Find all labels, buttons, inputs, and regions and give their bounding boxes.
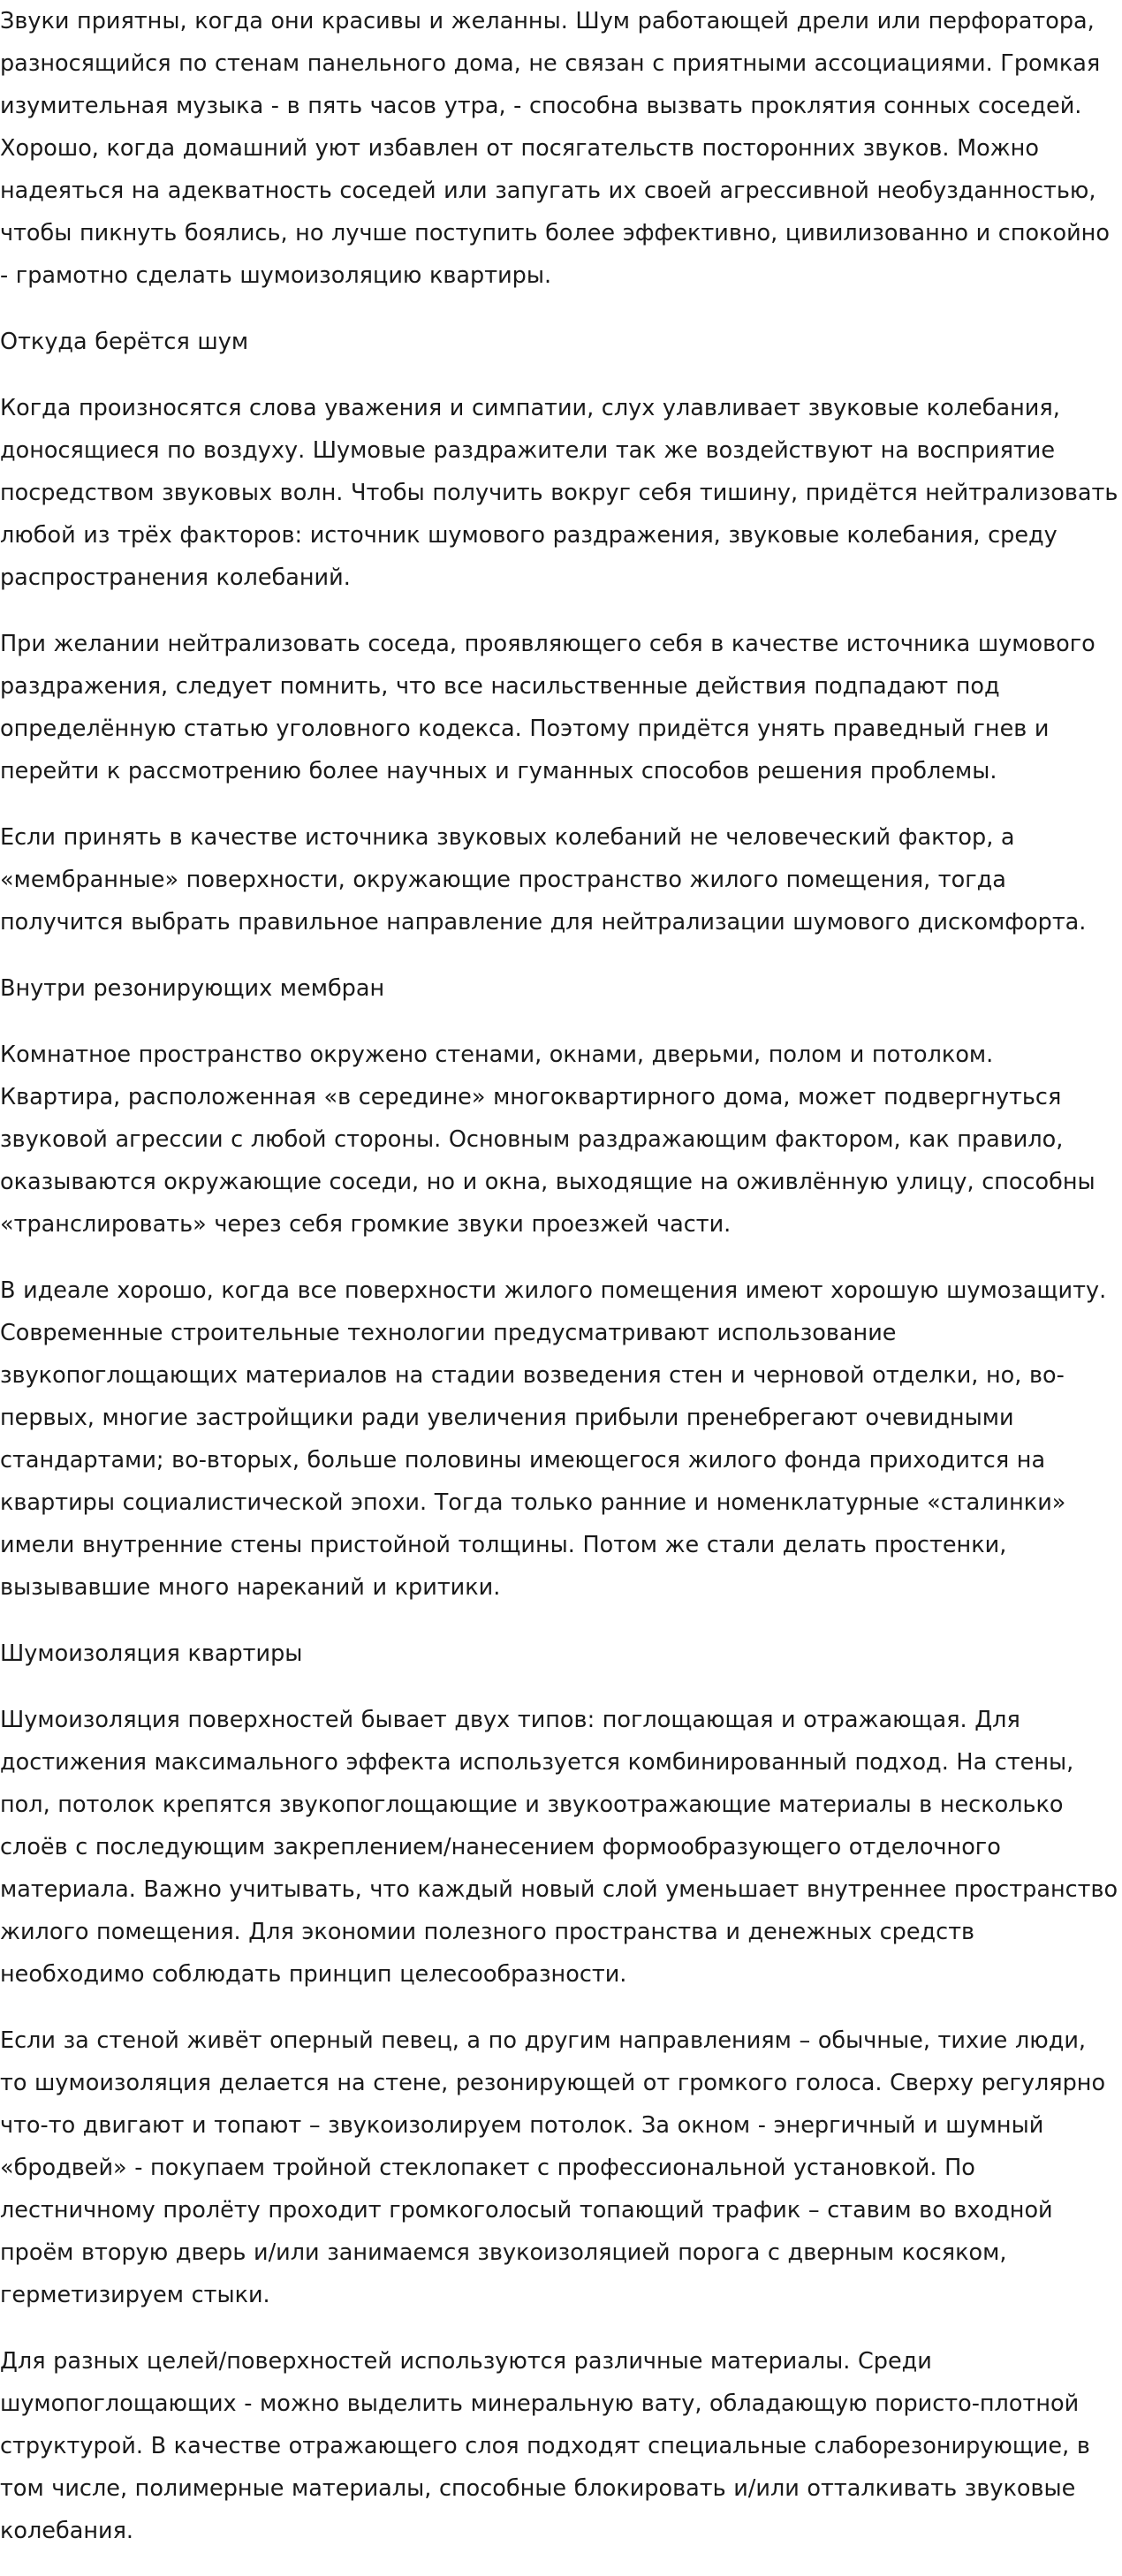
paragraph-neighbor: При желании нейтрализовать соседа, проявляющего себя в качестве источника шумового раздражения, следует помнить, что все насильственные действия подпадают под определённую статью уголовного кодекса. Поэтому придётся унять праведный гнев и перейти к рассмотрению более научных и гуманных способов решения проблемы. bbox=[0, 631, 1095, 784]
section-heading-resonating-membranes: Внутри резонирующих мембран bbox=[0, 975, 385, 1002]
paragraph-intro: Звуки приятны, когда они красивы и желанны. Шум работающей дрели или перфоратора, разносящийся по стенам панельного дома, не связан с приятными ассоциациями. Громкая изумительная музыка - в пять часов утра, - способна вызвать проклятия сонных соседей. Хорошо, когда домашний уют избавлен от посягательств посторонних звуков. Можно надеяться на адекватность соседей или запугать их своей агрессивной необузданностью, чтобы пикнуть боялись, но лучше поступить более эффективно, цивилизованно и спокойно - грамотно сделать шумоизоляцию квартиры. bbox=[0, 8, 1110, 289]
paragraph-ideal-protection: В идеале хорошо, когда все поверхности жилого помещения имеют хорошую шумозащиту. Современные строительные технологии предусматривают использование звукопоглощающих материалов на стадии возведения стен и черновой отделки, но, во-первых, многие застройщики ради увеличения прибыли пренебрегают очевидными стандартами; во-вторых, больше половины имеющегося жилого фонда приходится на квартиры социалистической эпохи. Тогда только ранние и номенклатурные «сталинки» имели внутренние стены пристойной толщины. Потом же стали делать простенки, вызывавшие много нареканий и критики. bbox=[0, 1277, 1107, 1601]
section-heading-noise-source: Откуда берётся шум bbox=[0, 329, 249, 355]
paragraph-materials: Для разных целей/поверхностей используются различные материалы. Среди шумопоглощающих - можно выделить минеральную вату, обладающую пористо-плотной структурой. В качестве отражающего слоя подходят специальные слаборезонирующие, в том числе, полимерные материалы, способные блокировать и/или отталкивать звуковые колебания. bbox=[0, 2348, 1090, 2544]
section-heading-apartment-soundproofing: Шумоизоляция квартиры bbox=[0, 1640, 303, 1667]
paragraph-targeted-soundproofing: Если за стеной живёт оперный певец, а по другим направлениям – обычные, тихие люди, то шумоизоляция делается на стене, резонирующей от громкого голоса. Сверху регулярно что-то двигают и топают – звукоизолируем потолок. За окном - энергичный и шумный «бродвей» - покупаем тройной стеклопакет с профессиональной установкой. По лестничному пролёту проходит громкоголосый топающий трафик – ставим во входной проём вторую дверь и/или занимаемся звукоизоляцией порога с дверным косяком, герметизируем стыки. bbox=[0, 2027, 1106, 2308]
paragraph-sound-vibrations: Когда произносятся слова уважения и симпатии, слух улавливает звуковые колебания, доносящиеся по воздуху. Шумовые раздражители так же воздействуют на восприятие посредством звуковых волн. Чтобы получить вокруг себя тишину, придётся нейтрализовать любой из трёх факторов: источник шумового раздражения, звуковые колебания, среду распространения колебаний. bbox=[0, 395, 1118, 591]
paragraph-soundproofing-types: Шумоизоляция поверхностей бывает двух типов: поглощающая и отражающая. Для достижения максимального эффекта используется комбинированный подход. На стены, пол, потолок крепятся звукопоглощающие и звукоотражающие материалы в несколько слоёв с последующим закреплением/нанесением формообразующего отделочного материала. Важно учитывать, что каждый новый слой уменьшает внутреннее пространство жилого помещения. Для экономии полезного пространства и денежных средств необходимо соблюдать принцип целесообразности. bbox=[0, 1707, 1118, 1988]
paragraph-room-space: Комнатное пространство окружено стенами, окнами, дверьми, полом и потолком. Квартира, расположенная «в середине» многоквартирного дома, может подвергнуться звуковой агрессии с любой стороны. Основным раздражающим фактором, как правило, оказываются окружающие соседи, но и окна, выходящие на оживлённую улицу, способны «транслировать» через себя громкие звуки проезжей части. bbox=[0, 1042, 1095, 1238]
paragraph-membrane-surfaces: Если принять в качестве источника звуковых колебаний не человеческий фактор, а «мембранные» поверхности, окружающие пространство жилого помещения, тогда получится выбрать правильное направление для нейтрализации шумового дискомфорта. bbox=[0, 824, 1087, 936]
